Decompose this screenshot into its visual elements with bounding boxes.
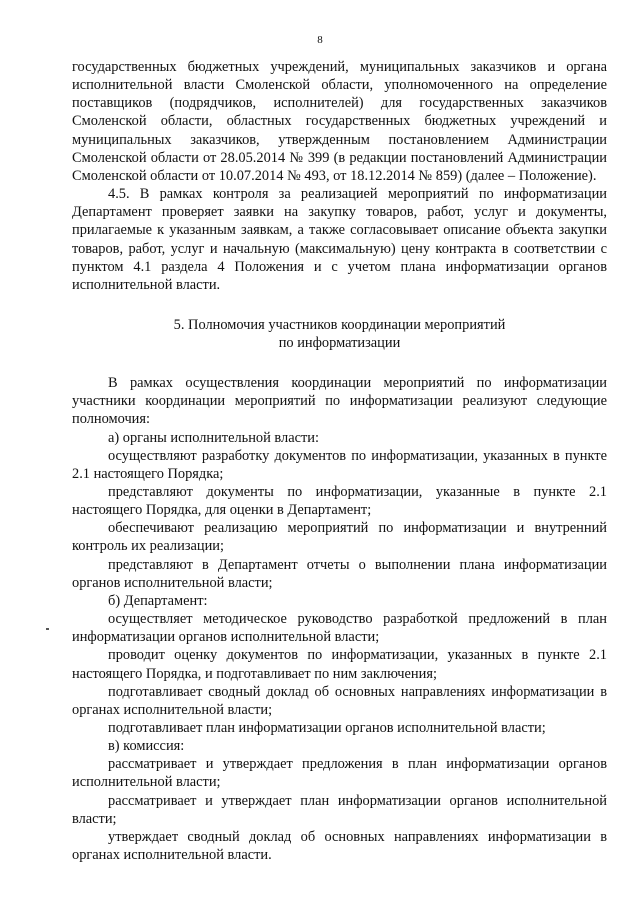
section-heading-line: по информатизации: [278, 335, 401, 352]
paragraph: представляют документы по информатизации, указанные в пункте 2.1 настоящего Порядка, для оценки в Департамент;: [72, 483, 607, 519]
paragraph: а) органы исполнительной власти:: [108, 429, 319, 446]
paragraph: государственных бюджетных учреждений, муниципальных заказчиков и органа исполнительной власти Смоленской области, уполномоченного на определение поставщиков (подрядчиков, исполнителей) для государственных заказчиков Смоленской области, областных государственных бюджетных учреждений и муниципальных заказчиков, утвержденным постановлением Администрации Смоленской области от 28.05.2014 № 399 (в редакции постановлений Администрации Смоленской области от 10.07.2014 № 493, от 18.12.2014 № 859) (далее – Положение).: [72, 59, 607, 184]
paragraph: обеспечивают реализацию мероприятий по информатизации и внутренний контроль их реализации;: [72, 520, 607, 555]
paragraph: утверждает сводный доклад об основных направлениях информатизации в органах исполнительной власти.: [72, 828, 607, 864]
paragraph: осуществляет методическое руководство разработкой предложений в план информатизации органов исполнительной власти;: [72, 611, 607, 646]
page-number: 8: [317, 34, 323, 46]
paragraph: рассматривает и утверждает предложения в план информатизации органов исполнительной власти;: [72, 756, 607, 791]
section-heading-line: 5. Полномочия участников координации мероприятий: [173, 317, 506, 334]
paragraph: подготавливает план информатизации органов исполнительной власти;: [108, 720, 546, 736]
paragraph: рассматривает и утверждает план информатизации органов исполнительной власти;: [72, 792, 607, 827]
paragraph: б) Департамент:: [108, 592, 208, 609]
paragraph: 4.5. В рамках контроля за реализацией мероприятий по информатизации Департамент проверяет заявки на закупку товаров, работ, услуг и документы, прилагаемые к указанным заявкам, а также согласовывает описание объекта закупки товаров, работ, услуг и начальную (максимальную) цену контракта в соответствии с пунктом 4.1 раздела 4 Положения и с учетом плана информатизации органов исполнительной власти.: [72, 186, 607, 293]
paragraph: подготавливает сводный доклад об основных направлениях информатизации в органах исполнительной власти;: [72, 683, 607, 718]
document-body: [72, 58, 607, 864]
paragraph: осуществляют разработку документов по информатизации, указанных в пункте 2.1 настоящего Порядка;: [72, 447, 607, 482]
paragraph: проводит оценку документов по информатизации, указанных в пункте 2.1 настоящего Порядка, и подготавливает по ним заключения;: [72, 647, 607, 682]
section-heading: [72, 316, 607, 352]
paragraph: В рамках осуществления координации мероприятий по информатизации участники координации мероприятий по информатизации реализуют следующие полномочия:: [72, 375, 607, 428]
paragraph: в) комиссия:: [108, 738, 185, 755]
margin-mark: [46, 628, 49, 630]
paragraph: представляют в Департамент отчеты о выполнении плана информатизации органов исполнительной власти;: [72, 556, 607, 591]
